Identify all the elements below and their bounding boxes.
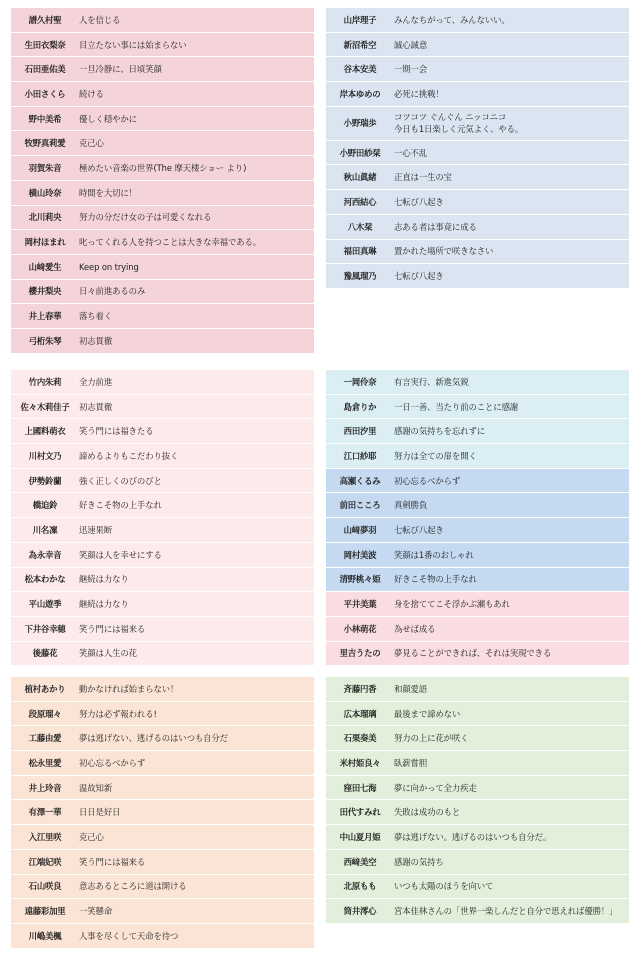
member-row: [11, 568, 314, 593]
motto-line: 失敗は成功のもと: [394, 807, 461, 818]
motto-line: Keep on trying: [79, 261, 139, 272]
group-panel-2: [326, 8, 629, 289]
member-name: 筒井澪心: [343, 906, 377, 917]
member-name: 石山咲良: [28, 881, 62, 892]
member-row: [326, 726, 629, 751]
member-name: 山﨑夢羽: [343, 524, 377, 535]
member-motto: [394, 245, 629, 257]
member-row: [326, 617, 629, 642]
member-row: [326, 642, 629, 667]
motto-line: 一笑懸命: [79, 906, 113, 917]
member-name: 牧野真莉愛: [24, 138, 66, 149]
member-row: [11, 825, 314, 850]
member-motto: [394, 524, 629, 536]
member-row: [326, 702, 629, 727]
member-name: 弓桁朱琴: [28, 335, 62, 346]
member-name: 小田さくら: [24, 88, 66, 99]
motto-line: 一期一会: [394, 64, 428, 75]
member-name: 豫風瑠乃: [343, 271, 377, 282]
member-motto: [394, 147, 629, 159]
member-motto: [79, 623, 314, 635]
member-motto: [79, 261, 314, 273]
member-name: 橋迫鈴: [32, 500, 58, 511]
member-name: 八木栞: [347, 221, 373, 232]
member-motto: [79, 831, 314, 843]
member-motto: [394, 63, 629, 75]
motto-line: 意志あるところに道は開ける: [79, 881, 187, 892]
member-row: [11, 776, 314, 801]
member-motto: [79, 335, 314, 347]
motto-line: 夢に向かって全力疾走: [394, 782, 477, 793]
member-motto: [79, 475, 314, 487]
motto-line: 最後まで諦めない: [394, 708, 461, 719]
motto-line: 叱ってくれる人を持つことは大きな幸福である。: [79, 237, 262, 248]
member-name: 井上玲音: [28, 782, 62, 793]
member-motto: [79, 187, 314, 199]
motto-line: 極めたい音楽の世界(The 摩天楼ショー より): [79, 162, 247, 173]
member-name: 福田真琳: [343, 246, 377, 257]
motto-line: 克己心: [79, 831, 104, 842]
member-motto: [79, 162, 314, 174]
member-name: 伊勢鈴蘭: [28, 475, 62, 486]
member-row: [11, 82, 314, 107]
motto-line: 真剣勝負: [394, 500, 428, 511]
member-motto: [79, 598, 314, 610]
member-motto: [394, 111, 629, 135]
member-row: [11, 493, 314, 518]
member-motto: [79, 549, 314, 561]
member-motto: [79, 137, 314, 149]
member-row: [326, 518, 629, 543]
motto-line: 笑う門には福来る: [79, 623, 146, 634]
member-row: [11, 924, 314, 949]
member-name: 里吉うたの: [339, 648, 381, 659]
member-motto: [79, 880, 314, 892]
member-motto: [79, 524, 314, 536]
member-name: 小野瑞歩: [343, 118, 377, 129]
member-row: [11, 800, 314, 825]
member-row: [11, 8, 314, 33]
member-name: 松本わかな: [24, 574, 66, 585]
member-motto: [79, 905, 314, 917]
member-motto: [394, 757, 629, 769]
member-motto: [79, 63, 314, 75]
member-motto: [394, 450, 629, 462]
member-motto: [394, 549, 629, 561]
member-row: [326, 677, 629, 702]
group-panel-3: [11, 370, 314, 666]
member-row: [11, 329, 314, 354]
member-row: [326, 190, 629, 215]
motto-line: 日々前進あるのみ: [79, 286, 146, 297]
member-row: [11, 677, 314, 702]
member-motto: [394, 270, 629, 282]
member-name: 櫻井梨央: [28, 286, 62, 297]
member-row: [11, 255, 314, 280]
member-row: [11, 850, 314, 875]
member-name: 岸本ゆめの: [339, 88, 381, 99]
member-row: [11, 518, 314, 543]
member-name: 野中美希: [28, 113, 62, 124]
motto-line: 正直は一生の宝: [394, 172, 452, 183]
member-row: [326, 264, 629, 289]
member-row: [326, 419, 629, 444]
member-name: 江口紗耶: [343, 450, 377, 461]
motto-line: 好きこそ物の上手なれ: [394, 574, 477, 585]
member-row: [326, 215, 629, 240]
member-name: 清野桃々姫: [339, 574, 381, 585]
motto-line: 続ける: [79, 88, 104, 99]
motto-line: 初心忘るべからず: [394, 475, 461, 486]
member-motto: [79, 732, 314, 744]
motto-line: 初心忘るべからず: [79, 757, 146, 768]
member-motto: [79, 647, 314, 659]
motto-line: 努力は必ず報われる!: [79, 708, 157, 719]
member-row: [11, 304, 314, 329]
member-row: [11, 57, 314, 82]
motto-line: 臥薪嘗胆: [394, 757, 428, 768]
motto-line: 宮本佳林さんの「世界一楽しんだと自分で思えれば優勝！」: [394, 906, 618, 917]
member-row: [11, 206, 314, 231]
member-name: 松永里愛: [28, 757, 62, 768]
member-row: [326, 493, 629, 518]
motto-line: 全力前進: [79, 376, 113, 387]
member-motto: [79, 930, 314, 942]
member-row: [11, 156, 314, 181]
motto-line: 努力は全ての扉を開く: [394, 450, 477, 461]
member-name: 新沼希空: [343, 39, 377, 50]
motto-line: 笑顔は1番のおしゃれ: [394, 549, 474, 560]
member-row: [326, 469, 629, 494]
motto-line: 感謝の気持ち: [394, 856, 444, 867]
motto-line: 迅速果断: [79, 524, 113, 535]
member-motto: [394, 425, 629, 437]
member-motto: [394, 598, 629, 610]
member-name: 北原もも: [343, 881, 377, 892]
member-row: [11, 469, 314, 494]
member-name: 秋山眞緒: [343, 172, 377, 183]
motto-line: 動かなければ始まらない！: [79, 683, 179, 694]
member-name: 段原瑠々: [28, 708, 62, 719]
member-motto: [79, 757, 314, 769]
member-name: 石田亜佑美: [24, 64, 66, 75]
member-name: 小野田紗栞: [339, 147, 381, 158]
member-motto: [394, 732, 629, 744]
motto-line: コツコツ ぐんぐん ニッコニコ: [394, 112, 507, 123]
member-motto: [394, 782, 629, 794]
motto-line: 克己心: [79, 138, 104, 149]
motto-line: みんなちがって、みんないい。: [394, 14, 510, 25]
member-motto: [394, 708, 629, 720]
member-row: [11, 702, 314, 727]
member-motto: [394, 171, 629, 183]
member-row: [11, 617, 314, 642]
motto-line: 一日一善、当たり前のことに感謝: [394, 401, 519, 412]
motto-line: 優しく穏やかに: [79, 113, 137, 124]
member-name: 一岡伶奈: [343, 376, 377, 387]
member-motto: [394, 856, 629, 868]
member-name: 河西結心: [343, 196, 377, 207]
member-name: 工藤由愛: [28, 733, 62, 744]
member-name: 植村あかり: [24, 683, 66, 694]
member-row: [11, 131, 314, 156]
member-row: [326, 751, 629, 776]
member-row: [326, 141, 629, 166]
member-motto: [79, 310, 314, 322]
motto-line: 努力の上に花が咲く: [394, 733, 469, 744]
member-row: [11, 395, 314, 420]
motto-line: 諦めるよりもこだわり抜く: [79, 450, 179, 461]
motto-line: 夢は逃げない、逃げるのはいつも自分だ: [79, 733, 228, 744]
member-name: 石栗奏美: [343, 733, 377, 744]
member-row: [11, 543, 314, 568]
member-motto: [79, 499, 314, 511]
member-name: 米村姫良々: [339, 757, 381, 768]
motto-line: いつも太陽のほうを向いて: [394, 881, 494, 892]
motto-line: 初志貫徹: [79, 401, 113, 412]
motto-line: 夢見ることができれば、それは実現できる: [394, 648, 552, 659]
member-row: [11, 107, 314, 132]
member-row: [326, 370, 629, 395]
motto-line: 初志貫徹: [79, 335, 113, 346]
member-row: [326, 776, 629, 801]
member-row: [326, 800, 629, 825]
member-motto: [394, 88, 629, 100]
member-row: [11, 33, 314, 58]
member-name: 遠藤彩加里: [24, 906, 66, 917]
motto-line: 志ある者は事竟に成る: [394, 221, 477, 232]
member-name: 上國料萌衣: [24, 426, 66, 437]
member-motto: [79, 376, 314, 388]
member-motto: [79, 425, 314, 437]
member-name: 西田汐里: [343, 426, 377, 437]
member-name: 井上春華: [28, 311, 62, 322]
member-row: [326, 107, 629, 141]
member-motto: [79, 211, 314, 223]
member-motto: [394, 475, 629, 487]
member-row: [11, 642, 314, 667]
member-name: 北川莉央: [28, 212, 62, 223]
member-name: 入江里咲: [28, 831, 62, 842]
member-row: [326, 82, 629, 107]
member-row: [326, 444, 629, 469]
member-motto: [79, 450, 314, 462]
member-name: 川嶋美楓: [28, 930, 62, 941]
member-name: 斉藤円香: [343, 683, 377, 694]
member-name: 下井谷幸穂: [24, 623, 66, 634]
member-motto: [79, 708, 314, 720]
motto-line: 時間を大切に！: [79, 187, 137, 198]
member-motto: [79, 856, 314, 868]
group-panel-4: [326, 370, 629, 666]
member-motto: [79, 113, 314, 125]
motto-line: 七転び八起き: [394, 196, 444, 207]
member-motto: [394, 14, 629, 26]
motto-line: 一旦冷静に、日頃笑顔: [79, 64, 162, 75]
member-name: 山岸理子: [343, 14, 377, 25]
motto-line: 身を捨ててこそ浮かぶ瀬もあれ: [394, 599, 510, 610]
member-name: 西﨑美空: [343, 856, 377, 867]
member-name: 羽賀朱音: [28, 162, 62, 173]
member-row: [11, 419, 314, 444]
motto-line: 継続は力なり: [79, 599, 129, 610]
member-name: 広本瑠璃: [343, 708, 377, 719]
member-motto: [79, 806, 314, 818]
member-motto: [79, 14, 314, 26]
motto-line: 七転び八起き: [394, 524, 444, 535]
member-row: [326, 850, 629, 875]
member-name: 岡村美波: [343, 549, 377, 560]
member-name: 川村文乃: [28, 450, 62, 461]
member-row: [326, 825, 629, 850]
member-row: [11, 726, 314, 751]
member-motto: [394, 401, 629, 413]
member-motto: [79, 88, 314, 100]
member-name: 窪田七海: [343, 782, 377, 793]
member-name: 高瀬くるみ: [339, 475, 381, 486]
member-name: 岡村ほまれ: [24, 237, 66, 248]
member-name: 譜久村聖: [28, 14, 62, 25]
member-motto: [79, 573, 314, 585]
member-row: [11, 592, 314, 617]
member-row: [326, 33, 629, 58]
member-row: [326, 568, 629, 593]
member-row: [326, 165, 629, 190]
member-row: [11, 444, 314, 469]
member-row: [11, 181, 314, 206]
member-motto: [394, 647, 629, 659]
member-motto: [394, 499, 629, 511]
member-motto: [79, 683, 314, 695]
motto-line: 日日是好日: [79, 807, 121, 818]
member-motto: [394, 623, 629, 635]
member-name: 江端妃咲: [28, 856, 62, 867]
group-panel-1: [11, 8, 314, 354]
member-motto: [79, 401, 314, 413]
member-name: 為永幸音: [28, 549, 62, 560]
member-motto: [394, 905, 629, 917]
member-row: [326, 875, 629, 900]
member-name: 川名凜: [32, 524, 58, 535]
member-name: 山﨑愛生: [28, 261, 62, 272]
motto-line: 誠心誠意: [394, 39, 428, 50]
motto-line: 笑顔は人を幸せにする: [79, 549, 162, 560]
motto-line: 為せば成る: [394, 623, 436, 634]
motto-line: 人事を尽くして天命を待つ: [79, 930, 179, 941]
motto-line: 落ち着く: [79, 311, 113, 322]
member-name: 平山遊季: [28, 599, 62, 610]
member-row: [11, 899, 314, 924]
member-name: 平井美葉: [343, 599, 377, 610]
group-panel-5: [11, 677, 314, 949]
motto-line: 笑う門には福きたる: [79, 426, 154, 437]
motto-line: 七転び八起き: [394, 271, 444, 282]
member-row: [326, 592, 629, 617]
member-row: [326, 899, 629, 924]
member-row: [11, 370, 314, 395]
motto-line: 笑う門には福来る: [79, 856, 146, 867]
member-motto: [79, 285, 314, 297]
member-name: 有澤一華: [28, 807, 62, 818]
member-name: 中山夏月姫: [339, 831, 381, 842]
member-row: [11, 875, 314, 900]
member-motto: [394, 806, 629, 818]
member-name: 佐々木莉佳子: [20, 401, 70, 412]
member-name: 小林萌花: [343, 623, 377, 634]
motto-line: 夢は逃げない。逃げるのはいつも自分だ。: [394, 831, 552, 842]
motto-line: 強く正しくのびのびと: [79, 475, 162, 486]
member-name: 後藤花: [32, 648, 58, 659]
member-name: 島倉りか: [343, 401, 377, 412]
group-panel-6: [326, 677, 629, 924]
member-row: [326, 240, 629, 265]
motto-line: 感謝の気持ちを忘れずに: [394, 426, 486, 437]
member-row: [326, 57, 629, 82]
member-row: [326, 8, 629, 33]
member-name: 田代すみれ: [339, 807, 381, 818]
motto-line: 和顔愛語: [394, 683, 428, 694]
motto-line: 置かれた場所で咲きなさい: [394, 246, 494, 257]
motto-line-2: 今日も1日楽しく元気よく、やる。: [394, 124, 524, 135]
member-row: [326, 543, 629, 568]
motto-line: 笑顔は人生の花: [79, 648, 137, 659]
member-motto: [394, 683, 629, 695]
member-motto: [79, 782, 314, 794]
motto-line: 目立たない事には始まらない: [79, 39, 187, 50]
member-motto: [394, 221, 629, 233]
member-name: 竹内朱莉: [28, 376, 62, 387]
member-row: [11, 230, 314, 255]
member-row: [326, 395, 629, 420]
motto-line: 必死に挑戦！: [394, 88, 444, 99]
member-name: 谷本安美: [343, 64, 377, 75]
member-row: [11, 751, 314, 776]
motto-line: 好きこそ物の上手なれ: [79, 500, 162, 511]
member-motto: [394, 376, 629, 388]
member-name: 生田衣梨奈: [24, 39, 66, 50]
member-row: [11, 280, 314, 305]
motto-line: 努力の分だけ女の子は可愛くなれる: [79, 212, 212, 223]
member-motto: [394, 196, 629, 208]
member-motto: [79, 39, 314, 51]
member-motto: [394, 39, 629, 51]
motto-line: 温故知新: [79, 782, 113, 793]
member-motto: [394, 831, 629, 843]
motto-line: 有言実行、新進気鋭: [394, 376, 469, 387]
member-motto: [394, 880, 629, 892]
motto-line: 人を信じる: [79, 14, 121, 25]
motto-line: 継続は力なり: [79, 574, 129, 585]
motto-line: 一心不乱: [394, 147, 428, 158]
member-motto: [79, 236, 314, 248]
member-motto: [394, 573, 629, 585]
member-name: 横山玲奈: [28, 187, 62, 198]
member-name: 前田こころ: [339, 500, 381, 511]
